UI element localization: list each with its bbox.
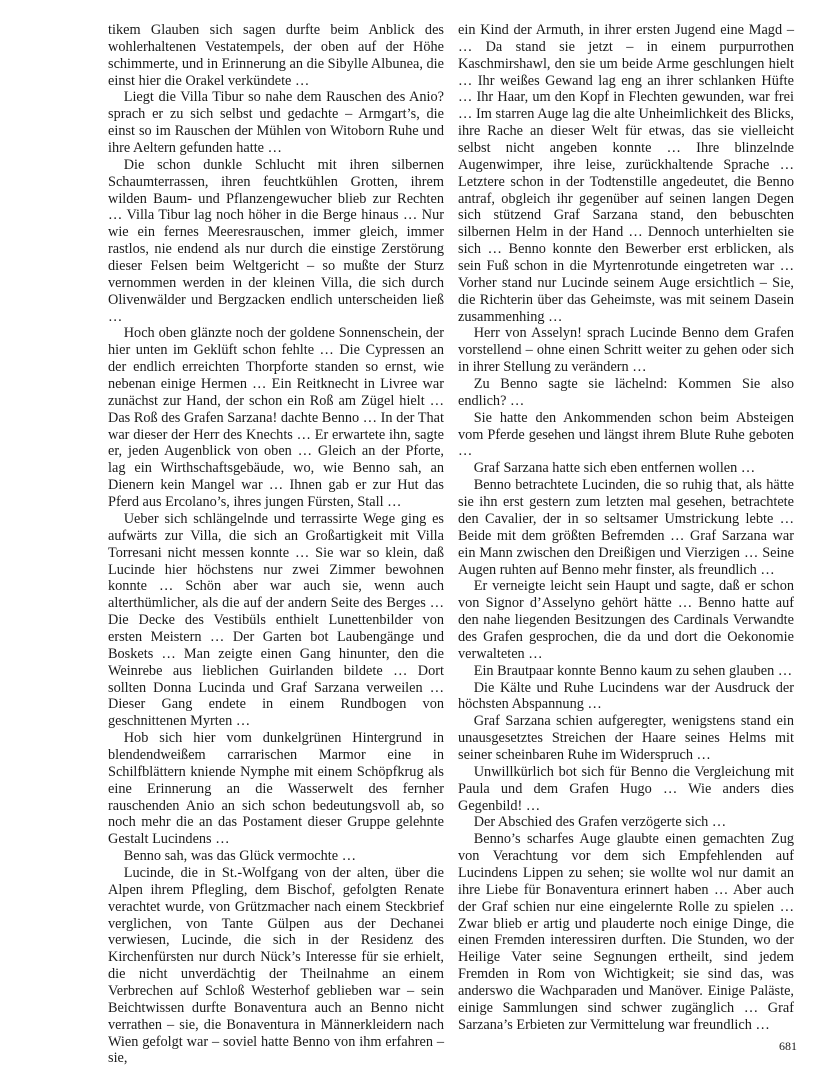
- paragraph: Benno’s scharfes Auge glaubte einen gemachten Zug von Verachtung vor dem sich Empfehlenden auf Lucindens Lippen zu sehen; sie wollte wol nur damit an ihre Liebe für Bonaventura erinnert haben … Aber auch der Graf schien nur eine eingelernte Rolle zu spielen … Zwar blieb er artig und plauderte noch einige Dinge, die einen Fremden interessiren durften. Die Stunden, wo der Heilige Vater seine Segnungen ertheilt, sind jedem Fremden in Rom von Wichtigkeit; sie sind das, was anderswo die Wachparaden und Manöver. Einige Paläste, einige Sammlungen sind schwer zugänglich … Graf Sarzana’s Erbieten zur Vermittelung war freundlich …: [458, 831, 794, 1033]
- paragraph: Die schon dunkle Schlucht mit ihren silbernen Schaumterrassen, ihren feuchtkühlen Grotten, ihrem wilden Baum- und Pflanzengewucher blieb zur Rechten … Villa Tibur lag noch höher in die Berge hinaus … Nur wie ein fernes Meeresrauschen, immer gleich, immer rastlos, nie endend als nur durch die einstige Zerstörung dieser Felsen beim Weltgericht – so mußte der Sturz vernommen werden in der kleinen Villa, die sich durch Olivenwälder und Bergzacken endlich unterscheiden ließ …: [108, 156, 444, 325]
- paragraph: Ueber sich schlängelnde und terrassirte Wege ging es aufwärts zur Villa, die sich an Großartigkeit mit Villa Torresani nicht messen konnte … Sie war so klein, daß Lucinde hier höchstens nur zwei Zimmer bewohnen konnte … Schön aber war auch sie, wenn auch alterthümlicher, als die auf der andern Seite des Berges … Die Decke des Vestibüls enthielt Lunettenbilder von ersten Meistern … Der Garten bot Laubengänge und Boskets … Man zeigte einen Gang hinunter, den die Weinrebe aus lieblichen Guirlanden bildete … Dort sollten Donna Lucinda und Graf Sarzana verweilen … Dieser Gang endete in einem Rundbogen von geschnittenen Myrten …: [108, 510, 444, 730]
- paragraph: Graf Sarzana schien aufgeregter, wenigstens stand ein unausgesetztes Streichen der Haare seines Helms mit seiner scheinbaren Ruhe im Widerspruch …: [458, 713, 794, 763]
- paragraph: Liegt die Villa Tibur so nahe dem Rauschen des Anio? sprach er zu sich selbst und gedachte – Armgart’s, die einst so im Rauschen der Mühlen von Witoborn Ruhe und ihre Aeltern gefunden hatte …: [108, 89, 444, 157]
- paragraph: Herr von Asselyn! sprach Lucinde Benno dem Grafen vorstellend – ohne einen Schritt weiter zu gehen oder sich in ihrer Stellung zu verändern …: [458, 325, 794, 376]
- right-column: [458, 22, 794, 1034]
- paragraph: Ein Brautpaar konnte Benno kaum zu sehen glauben …: [473, 662, 793, 679]
- paragraph: Graf Sarzana hatte sich eben entfernen wollen …: [473, 460, 756, 477]
- paragraph: Hob sich hier vom dunkelgrünen Hintergrund in blendendweißem carrarischen Marmor eine in Schilfblättern kniende Nymphe mit einem Schöpfkrug als eine Erinnerung an die Wasserwelt des fernher rauschenden Anio an sich schon bedeutungsvoll ab, so noch mehr die an das Postament dieser Gruppe gelehnte Gestalt Lucindens …: [108, 730, 444, 848]
- paragraph: Zu Benno sagte sie lächelnd: Kommen Sie also endlich? …: [458, 376, 794, 409]
- paragraph: Unwillkürlich bot sich für Benno die Vergleichung mit Paula und dem Grafen Hugo … Wie anders dies Gegenbild! …: [458, 763, 794, 814]
- paragraph: Benno sah, was das Glück vermochte …: [123, 848, 356, 865]
- paragraph: Sie hatte den Ankommenden schon beim Absteigen vom Pferde gesehen und längst ihrem Blute Ruhe geboten …: [458, 409, 794, 460]
- paragraph: Hoch oben glänzte noch der goldene Sonnenschein, der hier unten im Geklüft schon fehlte … Die Cypressen an der endlich erreichten Thorpforte standen so ernst, wie nebenan einige Hermen … Ein Reitknecht in Livree war zunächst zur Hand, der schon ein Roß am Zügel hielt … Das Roß des Grafen Sarzana! dachte Benno … In der That war dieser der Herr des Knechts … Er erwartete ihn, sagte er, jeden Augenblick von oben … Gleich an der Pforte, lag ein Wirthschaftsgebäude, wo, wie Benno sah, an Dienern kein Mangel war … Ihnen gab er zur Hut das Pferd aus Ercolano’s, ihres jungen Fürsten, Stall …: [108, 325, 444, 511]
- left-column: [108, 22, 444, 1067]
- paragraph: Er verneigte leicht sein Haupt und sagte, daß er schon von Signor d’Asselyno gehört hätte … Benno hatte auf den nahe liegenden Besitzungen des Cardinals Verwandte des Grafen gesprochen, die da und dort die Oekonomie verwalteten …: [458, 578, 794, 662]
- paragraph: Der Abschied des Grafen verzögerte sich …: [473, 814, 727, 831]
- paragraph: ein Kind der Armuth, in ihrer ersten Jugend eine Magd – … Da stand sie jetzt – in einem purpurrothen Kaschmirshawl, den sie um beide Arme geschlungen hielt … Ihr weißes Gewand lag eng an ihrer schlanken Hüfte … Ihr Haar, um den Kopf in Flechten gewunden, war frei … Im starren Auge lag die alte Unheimlichkeit des Blicks, ihre Rache an dieser Welt für etwas, das sie vielleicht selbst nicht angeben konnte … Ihre blinzelnde Augenwimper, ihre leise, zurückhaltende Sprache … Letztere schon in der Todtenstille angedeutet, die Benno antraf, obgleich ihr gegenüber auf seinen langen Degen sich stützend Graf Sarzana stand, den bebuschten silbernen Helm in der Hand … Dennoch unterhielten sie sich … Benno konnte den Bewerber erst erblicken, als sein Fuß schon in die Myrtenrotunde eingetreten war … Vorher stand nur Lucinde seinem Auge ersichtlich – Sie, die Richterin über das Geheimste, was mit seinem Dasein zusammenhing …: [458, 22, 794, 325]
- paragraph: Die Kälte und Ruhe Lucindens war der Ausdruck der höchsten Abspannung …: [458, 679, 794, 713]
- paragraph: Benno betrachtete Lucinden, die so ruhig that, als hätte sie ihn erst gestern zum letzten mal gesehen, betrachtete den Cavalier, der in so seltsamer Umstrickung lebte … Beide mit dem größten Befremden … Graf Sarzana war ein Mann zwischen den Dreißigen und Vierzigen … Seine Augen ruhten auf Benno mehr finster, als freundlich …: [458, 477, 794, 578]
- page-number: 681: [779, 1039, 797, 1053]
- paragraph: Lucinde, die in St.-Wolfgang von der alten, über die Alpen ihrem Pflegling, dem Bischof, gefolgten Renate verachtet wurde, von Grützmacher nach einem Steckbrief verglichen, von Tante Gülpen aus der Dechanei verwiesen, Lucinde, die sich in der Residenz des Kirchenfürsten nur durch Nück’s Interesse für sie erhielt, die nicht unverdächtig der Theilnahme an einem Verbrechen auf Schloß Westerhof geblieben war – sein Beichtwissen durfte Bonaventura auch an Benno nicht verrathen – sie, die Bonaventura in Männerkleidern nach Wien gefolgt war – soviel hatte Benno von ihm erfahren – sie,: [108, 864, 444, 1067]
- paragraph: tikem Glauben sich sagen durfte beim Anblick des wohlerhaltenen Vestatempels, der oben auf der Höhe schimmerte, und in Erinnerung an die Sibylle Albunea, die einst hier die Orakel verkündete …: [108, 22, 444, 89]
